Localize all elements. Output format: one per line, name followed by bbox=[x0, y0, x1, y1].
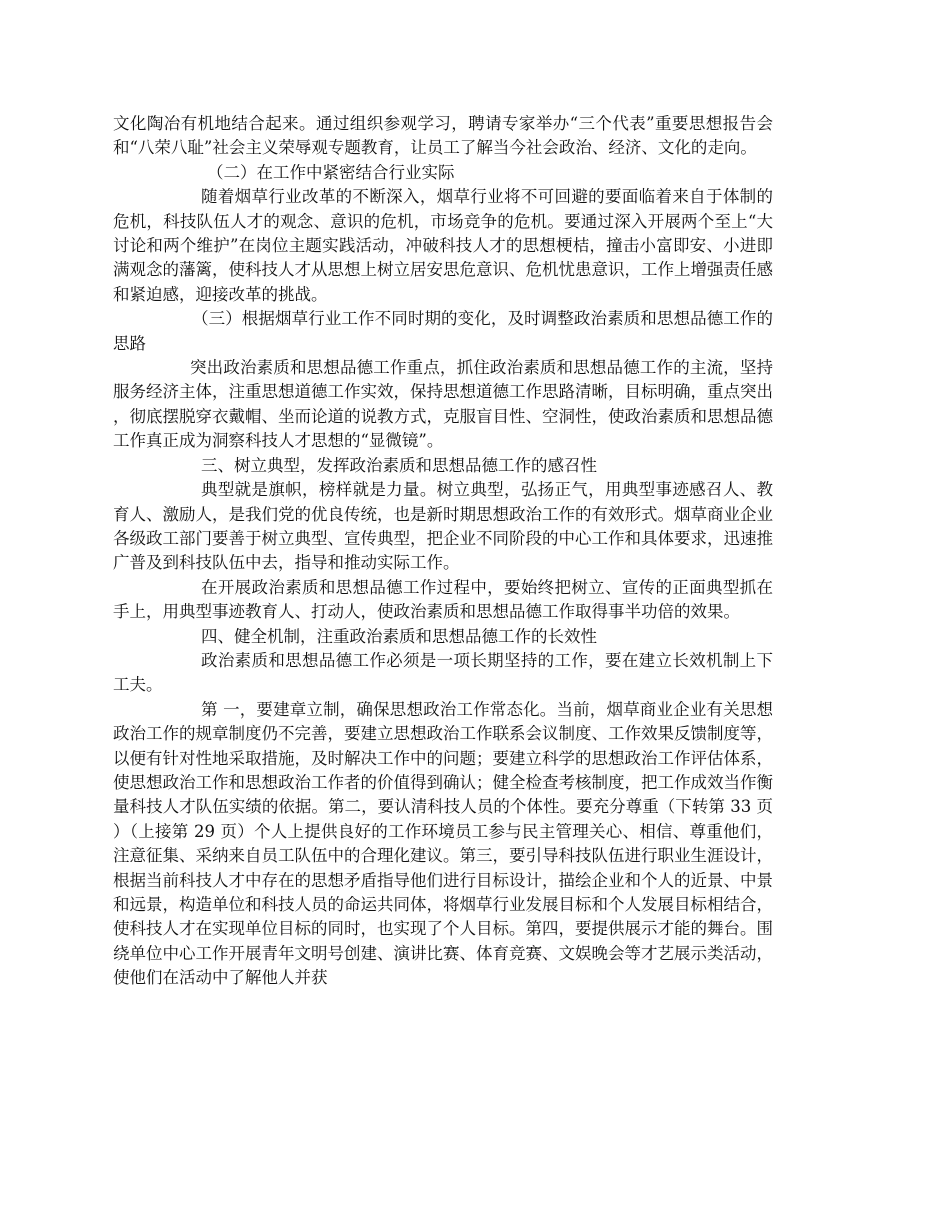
section-heading-four: 四、健全机制，注重政治素质和思想品德工作的长效性 bbox=[201, 626, 597, 646]
paragraph-mechanism: 政治素质和思想品德工作必须是一项长期坚持的工作，要在建立长效机制上下工夫。 bbox=[113, 650, 773, 695]
paragraph-intro: 文化陶冶有机地结合起来。通过组织参观学习，聘请专家举办“三个代表”重要思想报告会和“八荣八耻”社会主义荣辱观专题教育，让员工了解当今社会政治、经济、文化的走向。 bbox=[113, 114, 773, 158]
paragraph-industry-reform: 随着烟草行业改革的不断深入，烟草行业将不可回避的要面临着来自于体制的危机，科技队伍人才的观念、意识的危机，市场竞争的危机。要通过深入开展两个至上“大讨论和两个维护”在岗位主题实践活动，冲破科技人才的思想梗桔，撞击小富即安、小进即满观念的藩篱，使科技人才从思想上树立居安思危意识、危机忧患意识，工作上增强责任感和紧迫感，迎接改革的挑战。 bbox=[113, 187, 773, 304]
subheading-2: （二）在工作中紧密结合行业实际 bbox=[207, 162, 455, 182]
paragraph-focus: 突出政治素质和思想品德工作重点，抓住政治素质和思想品德工作的主流，坚持服务经济主体，注重思想道德工作实效，保持思想道德工作思路清晰，目标明确，重点突出，彻底摆脱穿衣戴帽、坐而论道的说教方式，克服盲目性、空洞性，使政治素质和思想品德工作真正成为洞察科技人才思想的“显微镜”。 bbox=[113, 358, 773, 451]
section-heading-three: 三、树立典型，发挥政治素质和思想品德工作的感召性 bbox=[201, 455, 597, 475]
subheading-3: （三）根据烟草行业工作不同时期的变化，及时调整政治素质和思想品德工作的思路 bbox=[113, 309, 773, 353]
document-page bbox=[113, 112, 773, 991]
paragraph-measures: 第 一，要建章立制，确保思想政治工作常态化。当前，烟草商业企业有关思想政治工作的规章制度仍不完善，要建立思想政治工作联系会议制度、工作效果反馈制度等，以便有针对性地采取措施，及时解决工作中的问题；要建立科学的思想政治工作评估体系，使思想政治工作和思想政治工作者的价值得到确认；健全检查考核制度，把工作成效当作衡量科技人才队伍实绩的依据。第二，要认清科技人员的个体性。要充分尊重（下转第 33 页）（上接第 29 页）个人上提供良好的工作环境员工参与民主管理关心、相信、尊重他们，注意征集、采纳来自员工队伍中的合理化建议。第三，要引导科技队伍进行职业生涯设计，根据当前科技人才中存在的思想矛盾指导他们进行目标设计，描绘企业和个人的近景、中景和远景，构造单位和科技人员的命运共同体，将烟草行业发展目标和个人发展目标相结合，使科技人才在实现单位目标的同时，也实现了个人目标。第四，要提供展示才能的舞台。围绕单位中心工作开展青年文明号创建、演讲比赛、体育竞赛、文娱晚会等才艺展示类活动，使他们在活动中了解他人并获 bbox=[113, 699, 773, 988]
paragraph-role-models: 典型就是旗帜，榜样就是力量。树立典型，弘扬正气，用典型事迹感召人、教育人、激励人，是我们党的优良传统，也是新时期思想政治工作的有效形式。烟草商业企业各级政工部门要善于树立典型、宣传典型，把企业不同阶段的中心工作和具体要求，迅速推广普及到科技队伍中去，指导和推动实际工作。 bbox=[113, 480, 773, 573]
paragraph-role-models-2: 在开展政治素质和思想品德工作过程中，要始终把树立、宣传的正面典型抓在手上，用典型事迹教育人、打动人，使政治素质和思想品德工作取得事半功倍的效果。 bbox=[113, 577, 773, 622]
